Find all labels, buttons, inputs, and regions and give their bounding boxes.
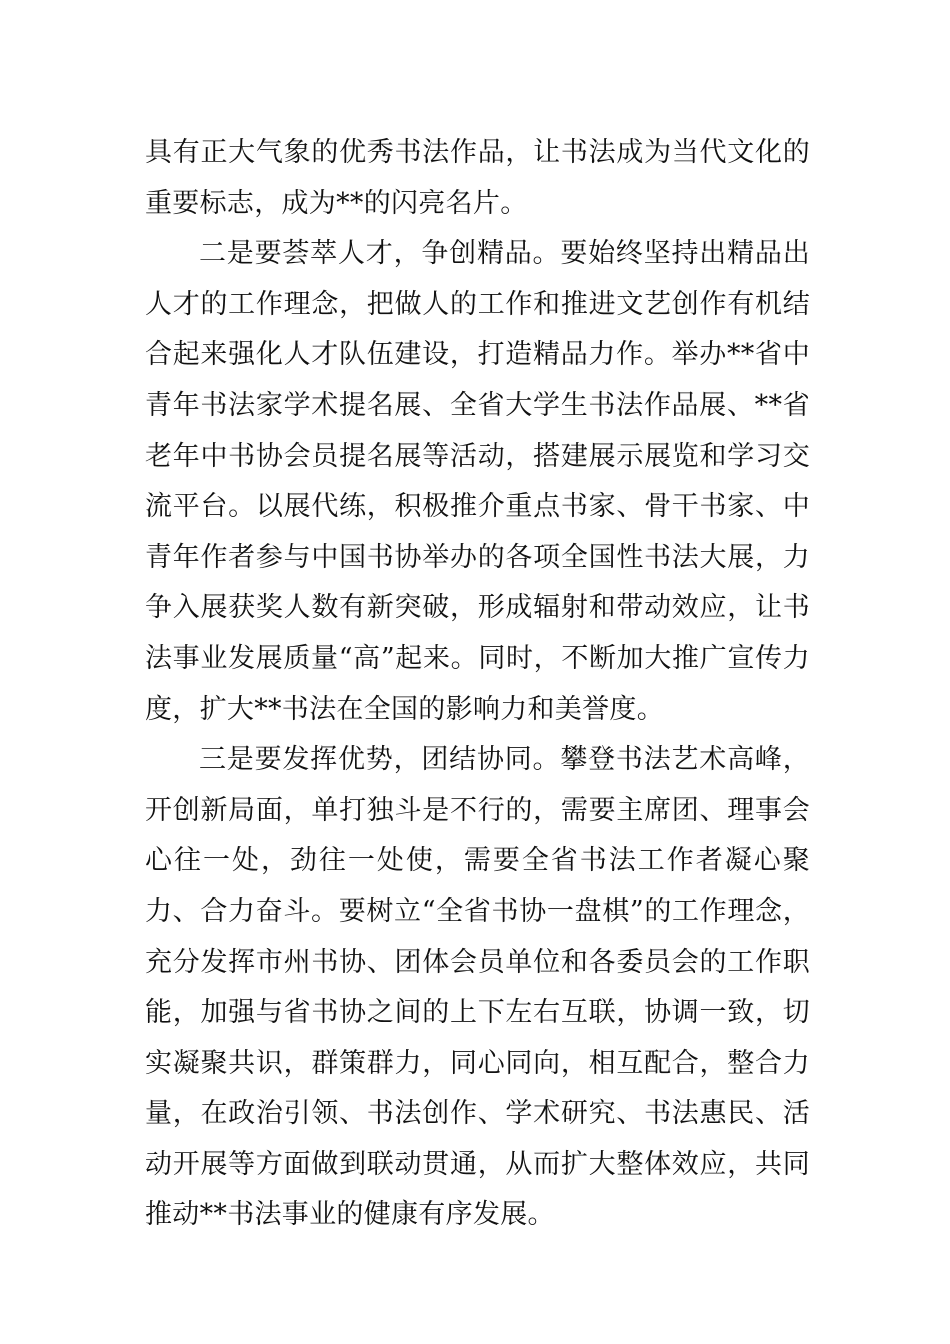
paragraph-talent-excellence: 二是要荟萃人才，争创精品。要始终坚持出精品出人才的工作理念，把做人的工作和推进文艺创作有机结合起来强化人才队伍建设，打造精品力作。举办**省中青年书法家学术提名展、全省大学生书法作品展、**省老年中书协会员提名展等活动，搭建展示展览和学习交流平台。以展代练，积极推介重点书家、骨干书家、中青年作者参与中国书协举办的各项全国性书法大展，力争入展获奖人数有新突破，形成辐射和带动效应，让书法事业发展质量“高”起来。同时，不断加大推广宣传力度，扩大**书法在全国的影响力和美誉度。 [145, 238, 810, 725]
document-body [145, 128, 810, 1241]
paragraph-unity-cooperation: 三是要发挥优势，团结协同。攀登书法艺术高峰，开创新局面，单打独斗是不行的，需要主席团、理事会心往一处，劲往一处使，需要全省书法工作者凝心聚力、合力奋斗。要树立“全省书协一盘棋”的工作理念，充分发挥市州书协、团体会员单位和各委员会的工作职能，加强与省书协之间的上下左右互联，协调一致，切实凝聚共识，群策群力，同心同向，相互配合，整合力量，在政治引领、书法创作、学术研究、书法惠民、活动开展等方面做到联动贯通，从而扩大整体效应，共同推动**书法事业的健康有序发展。 [145, 744, 810, 1231]
paragraph-continuation: 具有正大气象的优秀书法作品，让书法成为当代文化的重要标志，成为**的闪亮名片。 [145, 137, 810, 219]
